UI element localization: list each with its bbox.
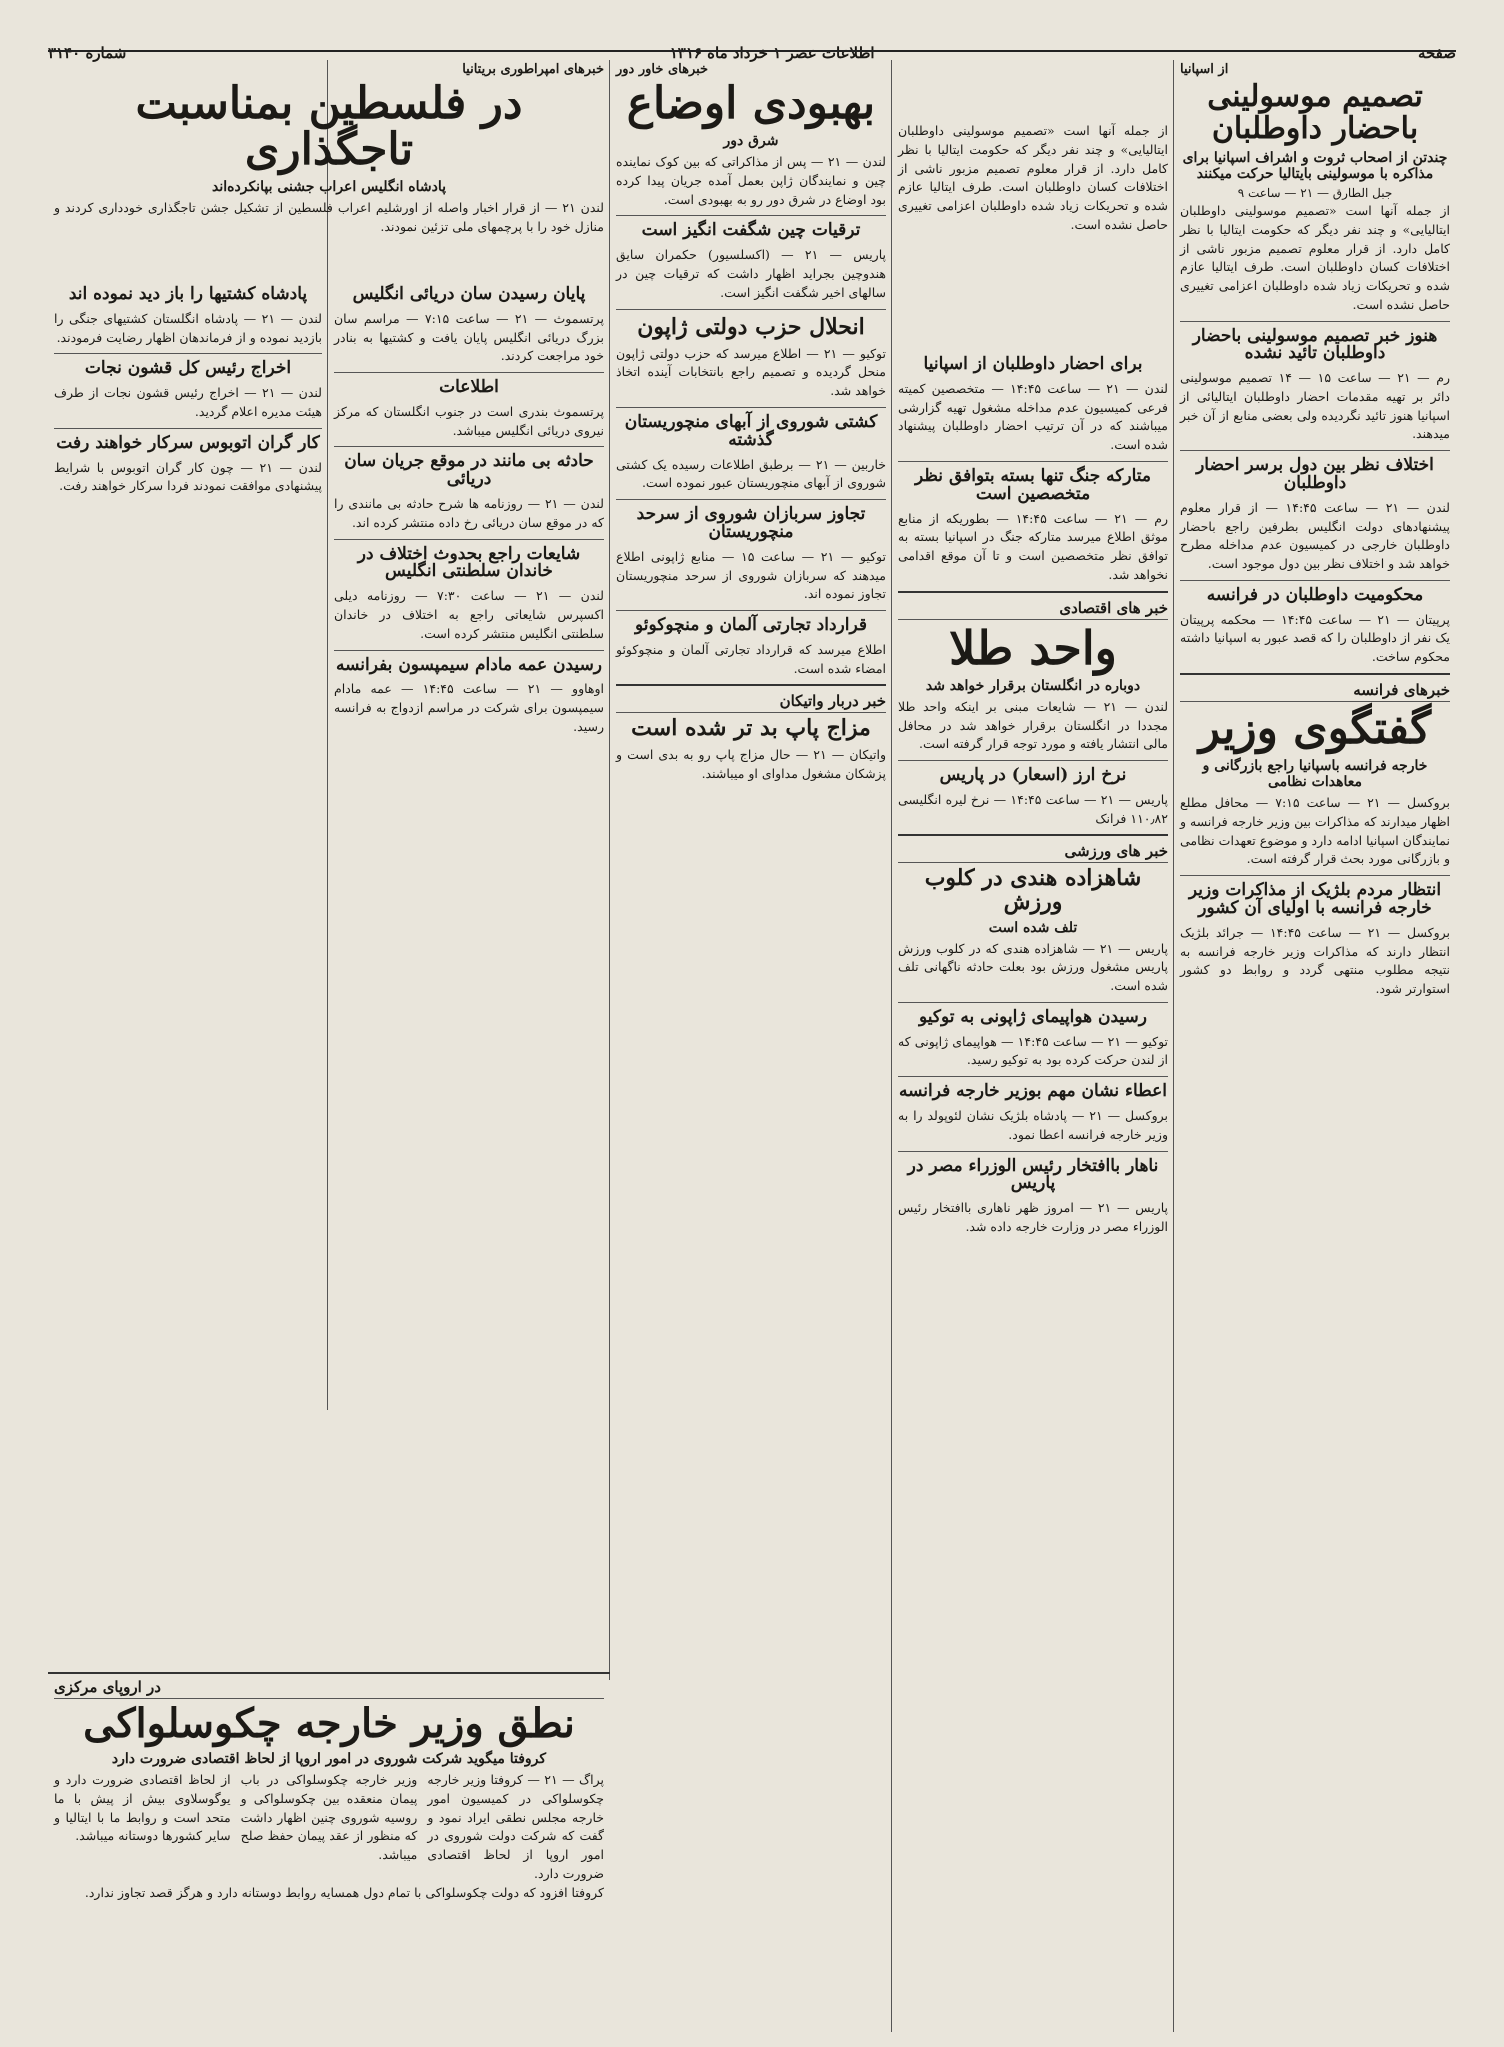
kicker: از اسپانیا bbox=[1180, 62, 1229, 77]
article-body: لندن — ۲۱ — ساعت ۷:۳۰ — روزنامه دیلی اکسپرس شایعاتی راجع به اختلاف در خاندان سلطنتی انگلیس منتشر کرده است. bbox=[334, 588, 604, 641]
column-1 bbox=[1174, 60, 1456, 2032]
kicker: خبرهای خاور دور bbox=[616, 62, 709, 77]
article-body: اوهاوو — ۲۱ — ساعت ۱۴:۴۵ — عمه مادام سیمپسون برای شرکت در مراسم ازدواج به فرانسه رسید. bbox=[334, 681, 605, 734]
article-body: پاریس — ۲۱ — (اکسلسیور) حکمران سایق هندوچین بجراید اظهار داشت که ترقیات چین در سالهای اخیر شگفت انگیز است. bbox=[616, 247, 886, 300]
subheadline: حادثه بی مانند در موقع جریان سان دریائی bbox=[344, 451, 594, 490]
headline: در فلسطین بمناسبت تاجگذاری bbox=[135, 78, 523, 176]
subheadline: شاهزاده هندی در کلوب ورزش bbox=[924, 865, 1142, 915]
article-body: لندن — ۲۱ — ساعت ۱۴:۴۵ — متخصصین کمیته فرعی کمیسیون عدم مداخله مشغول تهیه گزارشی میباشند که در آن ترتیب احضار داوطلبان پیشنهاد شده است. bbox=[898, 380, 1168, 453]
section-label: خبرهای فرانسه bbox=[1180, 681, 1450, 702]
article-body: از جمله آنها است «تصمیم موسولینی داوطلبان ایتالیایی» و چند نفر دیگر که حکومت ایتالیا با نظر کامل دارد. از قرار معلوم تصمیم مزبور ناشی از اختلافات کسان داوطلبان است. طرف ایتالیا عازم شده و تحریکات زیاد شده داوطلبان اعزامی تغییری حاصل نشده است. bbox=[898, 123, 1168, 232]
subheadline: اعطاء نشان مهم بوزیر خارجه فرانسه bbox=[899, 1081, 1167, 1102]
kicker: خبرهای امپراطوری بریتانیا bbox=[462, 62, 604, 77]
subhead: پادشاه انگلیس اعراب جشنی بپانکرده‌اند bbox=[212, 179, 446, 196]
subheadline: انتظار مردم بلژیک از مذاکرات وزیر خارجه فرانسه با اولیای آن کشور bbox=[1188, 880, 1442, 918]
article-body: لندن — ۲۱ — روزنامه ها شرح حادثه بی مانندی را که در موقع سان دریائی رخ داده منتشر کرده اند. bbox=[334, 496, 604, 530]
article-body: لندن — ۲۱ — ساعت ۱۴:۴۵ — از قرار معلوم پیشنهادهای دولت انگلیس بطرفین راجع باحضار داوطلبان خارجی در کمیسیون عدم مداخله مطرح خواهد شد و اختلاف نظر بین دول موجود است. bbox=[1180, 499, 1450, 572]
dateline: جبل الطارق — ۲۱ — ساعت ۹ bbox=[1237, 186, 1393, 200]
article-body: پرپیتان — ۲۱ — ساعت ۱۴:۴۵ — محکمه پرپیتان یک نفر از داوطلبان را که قصد عبور به اسپانیا داشته محکوم ساخت. bbox=[1180, 611, 1450, 665]
czech-story bbox=[48, 1672, 610, 2032]
headline: تصمیم موسولینی باحضار داوطلبان bbox=[1207, 79, 1423, 146]
subheadline: اطلاعات bbox=[439, 377, 499, 398]
article-body: لندن — ۲۱ — اخراج رئیس قشون نجات از طرف هیئت مدیره اعلام گردید. bbox=[54, 385, 322, 419]
subheadline: کار گران اتوبوس سرکار خواهند رفت bbox=[56, 432, 320, 453]
issue-number: شماره ۳۱۴۰ bbox=[48, 44, 127, 62]
headline: نطق وزیر خارجه چکوسلواکی bbox=[83, 1700, 575, 1747]
subheadline: کشتی شوروی از آبهای منچوریستان گذشته bbox=[624, 411, 878, 450]
article-body: پاریس — ۲۱ — شاهزاده هندی که در کلوب ورزش پاریس مشغول ورزش بود بعلت حادثه ناگهانی تلف شده است. bbox=[898, 940, 1169, 994]
subheadline: اختلاف نظر بین دول برسر احضار داوطلبان bbox=[1196, 455, 1434, 494]
headline: بهبودی اوضاع bbox=[626, 78, 876, 129]
subheadline: هنوز خبر تصمیم موسولینی باحضار داوطلبان تائید نشده bbox=[1192, 325, 1438, 364]
article-body: توکیو — ۲۱ — ساعت ۱۴:۴۵ — هواپیمای ژاپونی که از لندن حرکت کرده بود به توکیو رسید. bbox=[898, 1033, 1169, 1068]
subheadline: ناهار باافتخار رئیس الوزراء مصر در پاریس bbox=[907, 1155, 1159, 1194]
issue-date: اطلاعات عصر ۱ خرداد ماه ۱۳۱۶ bbox=[669, 44, 875, 62]
article-body: پاریس — ۲۱ — امروز ظهر ناهاری باافتخار رئیس الوزراء مصر در وزارت خارجه داده شد. bbox=[898, 1200, 1168, 1234]
subhead: دوباره در انگلستان برقرار خواهد شد bbox=[925, 677, 1141, 694]
subhead: تلف شده است bbox=[988, 919, 1078, 936]
subheadline: پایان رسیدن سان دریائی انگلیس bbox=[352, 284, 586, 304]
article-body: لندن — ۲۱ — شایعات مبنی بر اینکه واحد طلا مجددا در انگلستان برقرار خواهد شد در محافل مالی انتشار یافته و مورد توجه قرار گرفته است. bbox=[898, 698, 1168, 752]
subheadline: شایعات راجع بحدوث اختلاف در خاندان سلطنتی انگلیس bbox=[357, 543, 581, 582]
palestine-story bbox=[48, 60, 610, 275]
col2-top bbox=[892, 122, 1174, 350]
subheadline: محکومیت داوطلبان در فرانسه bbox=[1206, 584, 1424, 605]
subheadline: رسیدن هواپیمای ژاپونی به توکیو bbox=[918, 1006, 1148, 1027]
subheadline: متارکه جنگ تنها بسته بتوافق نظر متخصصین است bbox=[914, 465, 1152, 504]
subhead: کروفتا میگوید شرکت شوروی در امور اروپا از لحاظ اقتصادی ضرورت دارد bbox=[111, 1751, 547, 1767]
column-5 bbox=[48, 282, 328, 1402]
headline: گفتگوی وزیر bbox=[1198, 702, 1432, 754]
subheadline: رسیدن عمه مادام سیمپسون بفرانسه bbox=[335, 654, 603, 675]
article-body: رم — ۲۱ — ساعت ۱۴:۴۵ — بطوریکه از منابع موثق اطلاع میرسد متارکه جنگ در اسپانیا بسته به توافق نظر متخصصین است و تا آن موقع اقدامی نخواهد شد. bbox=[898, 510, 1168, 582]
article-body: بروکسل — ۲۱ — ساعت ۱۴:۴۵ — جرائد بلژیک انتظار دارند که مذاکرات وزیر خارجه فرانسه به نتیجه مطلوب منتهی گردد و روابط دو کشور استوارتر شود. bbox=[1180, 924, 1450, 997]
page-label: صفحه bbox=[1417, 44, 1456, 62]
subheadline: پادشاه کشتیها را باز دید نموده اند bbox=[68, 284, 308, 304]
subheadline: انحلال حزب دولتی ژاپون bbox=[637, 313, 865, 340]
article-body: بروکسل — ۲۱ — پادشاه بلژیک نشان لئوپولد را به وزیر خارجه فرانسه اعطا نمود. bbox=[898, 1108, 1168, 1142]
subheadline: برای احضار داوطلبان از اسپانیا bbox=[923, 354, 1143, 374]
article-body: توکیو — ۲۱ — اطلاع میرسد که حزب دولتی ژاپون منحل گردیده و تصمیم راجع بانتخابات آینده اتخاذ خواهد شد. bbox=[616, 345, 886, 399]
article-body: لندن ۲۱ — از قرار اخبار واصله از اورشلیم اعراب فلسطین از تشکیل جشن تاجگذاری خودداری کردند و منازل خود را با پرچمهای ملی تزئین نمودند. bbox=[54, 200, 604, 235]
article-body: از لحاظ اقتصادی ضرورت دارد و یوگوسلاوی بیش از پیش با ما متحد است و روابط ما با ایتالیا و سایر کشورها دوستانه میباشد. bbox=[53, 1772, 231, 1844]
article-body: اطلاع میرسد که قرارداد تجارتی آلمان و منچوکوئو امضاء شده است. bbox=[616, 641, 886, 676]
subhead: چندتن از اصحاب ثروت و اشراف اسپانیا برای مذاکره با موسولینی بایتالیا حرکت میکنند bbox=[1182, 150, 1448, 182]
subheadline: قرارداد تجارتی آلمان و منچوکوئو bbox=[635, 615, 867, 635]
article-body: رم — ۲۱ — ساعت ۱۵ — ۱۴ تصمیم موسولینی دائر بر تهیه مقدمات احضار داوطلبان ایتالیائی از اسپانیا هنوز تائید نگردیده ولی بعضی منابع از آن خبر میدهند. bbox=[1180, 370, 1450, 442]
article-body: لندن — ۲۱ — پس از مذاکراتی که بین کوک نماینده چین و نمایندگان ژاپن بعمل آمده جریان پیدا کرده بود اوضاع در شرق دور رو به بهبودی است. bbox=[616, 154, 886, 207]
column-4 bbox=[328, 282, 610, 1672]
article-body: از جمله آنها است «تصمیم موسولینی داوطلبان ایتالیایی» و چند نفر دیگر که حکومت ایتالیا با نظر کامل دارد. از قرار معلوم تصمیم مزبور ناشی از اختلافات کسان داوطلبان است. طرف ایتالیا عازم شده و تحریکات زیاد شده داوطلبان اعزامی تغییری حاصل نشده است. bbox=[1180, 203, 1450, 312]
column-2 bbox=[892, 352, 1174, 2032]
article-body: پرتسموث — ۲۱ — ساعت ۷:۱۵ — مراسم سان بزرگ دریائی انگلیس پایان یافت و کشتیها به بنادر خود مراجعت کردند. bbox=[334, 310, 604, 364]
subheadline: تجاوز سربازان شوروی از سرحد منچوریستان bbox=[636, 504, 866, 542]
article-body: لندن — ۲۱ — چون کار گران اتوبوس با شرایط پیشنهادی موافقت نمودند فردا سرکار خواهند رفت. bbox=[54, 459, 322, 494]
article-body: خاربین — ۲۱ — برطبق اطلاعات رسیده یک کشتی شوروی از آبهای منچوریستان عبور نموده است. bbox=[616, 456, 886, 491]
subheadline: نرخ ارز (اسعار) در پاریس bbox=[939, 765, 1127, 786]
headline: واحد طلا bbox=[949, 620, 1117, 675]
article-body: پرتسموث بندری است در جنوب انگلستان که مرکز نیروی دریائی انگلیس میباشد. bbox=[334, 403, 604, 438]
subheadline: مزاج پاپ بد تر شده است bbox=[631, 715, 871, 742]
subheadline: اخراج رئیس کل قشون نجات bbox=[84, 358, 292, 379]
article-body: لندن — ۲۱ — پادشاه انگلستان کشتیهای جنگی را بازدید نموده و از فرماندهان اظهار رضایت فرمودند. bbox=[54, 310, 322, 345]
subhead: شرق دور bbox=[723, 133, 779, 150]
section-label: خبر های اقتصادی bbox=[898, 599, 1168, 620]
article-body: واتیکان — ۲۱ — حال مزاج پاپ رو به بدی است و پزشکان مشغول مداوای او میباشند. bbox=[616, 747, 886, 782]
section-label: خبر های ورزشی bbox=[898, 842, 1168, 863]
article-body: توکیو — ۲۱ — ساعت ۱۵ — منابع ژاپونی اطلاع میدهند که سربازان شوروی از سرحد منچوریستان تجاوز نموده اند. bbox=[616, 548, 886, 602]
article-body: پراگ — ۲۱ — کروفتا وزیر خارجه چکوسلواکی در کمیسیون امور خارجه مجلس نطقی ایراد نمود و گفت که شرکت دولت شوروی در امور اروپا از لحاظ اقتصادی ضرورت دارد. bbox=[427, 1772, 604, 1881]
article-body: وزیر خارجه چکوسلواکی در باب پیمان منعقده بین چکوسلواکی و روسیه شوروی چنین اظهار داشت که منظور از عقد پیمان حفظ صلح میباشد. bbox=[240, 1772, 418, 1862]
section-label: خبر دربار واتیکان bbox=[616, 692, 886, 713]
subhead: خارجه فرانسه باسپانیا راجع بازرگانی و معاهدات نظامی bbox=[1202, 758, 1428, 791]
section-label: در اروپای مرکزی bbox=[54, 1678, 604, 1699]
article-body: بروکسل — ۲۱ — ساعت ۷:۱۵ — محافل مطلع اظهار میدارند که مذاکرات بین وزیر خارجه فرانسه و نمایندگان اسپانیا ادامه دارد و موضوع تعهدات نظامی و بازرگانی مورد بحث قرار گرفته است. bbox=[1180, 795, 1450, 867]
article-body: کروفتا افزود که دولت چکوسلواکی با تمام دول همسایه روابط دوستانه دارد و هرگز قصد تجاوز ندارد. bbox=[84, 1884, 604, 1900]
subheadline: ترقیات چین شگفت انگیز است bbox=[641, 220, 861, 241]
article-body: پاریس — ۲۱ — ساعت ۱۴:۴۵ — نرخ لیره انگلیسی ۱۱۰٫۸۲ فرانک bbox=[898, 791, 1169, 826]
column-3 bbox=[610, 60, 892, 1672]
newspaper-page bbox=[48, 50, 1456, 2032]
